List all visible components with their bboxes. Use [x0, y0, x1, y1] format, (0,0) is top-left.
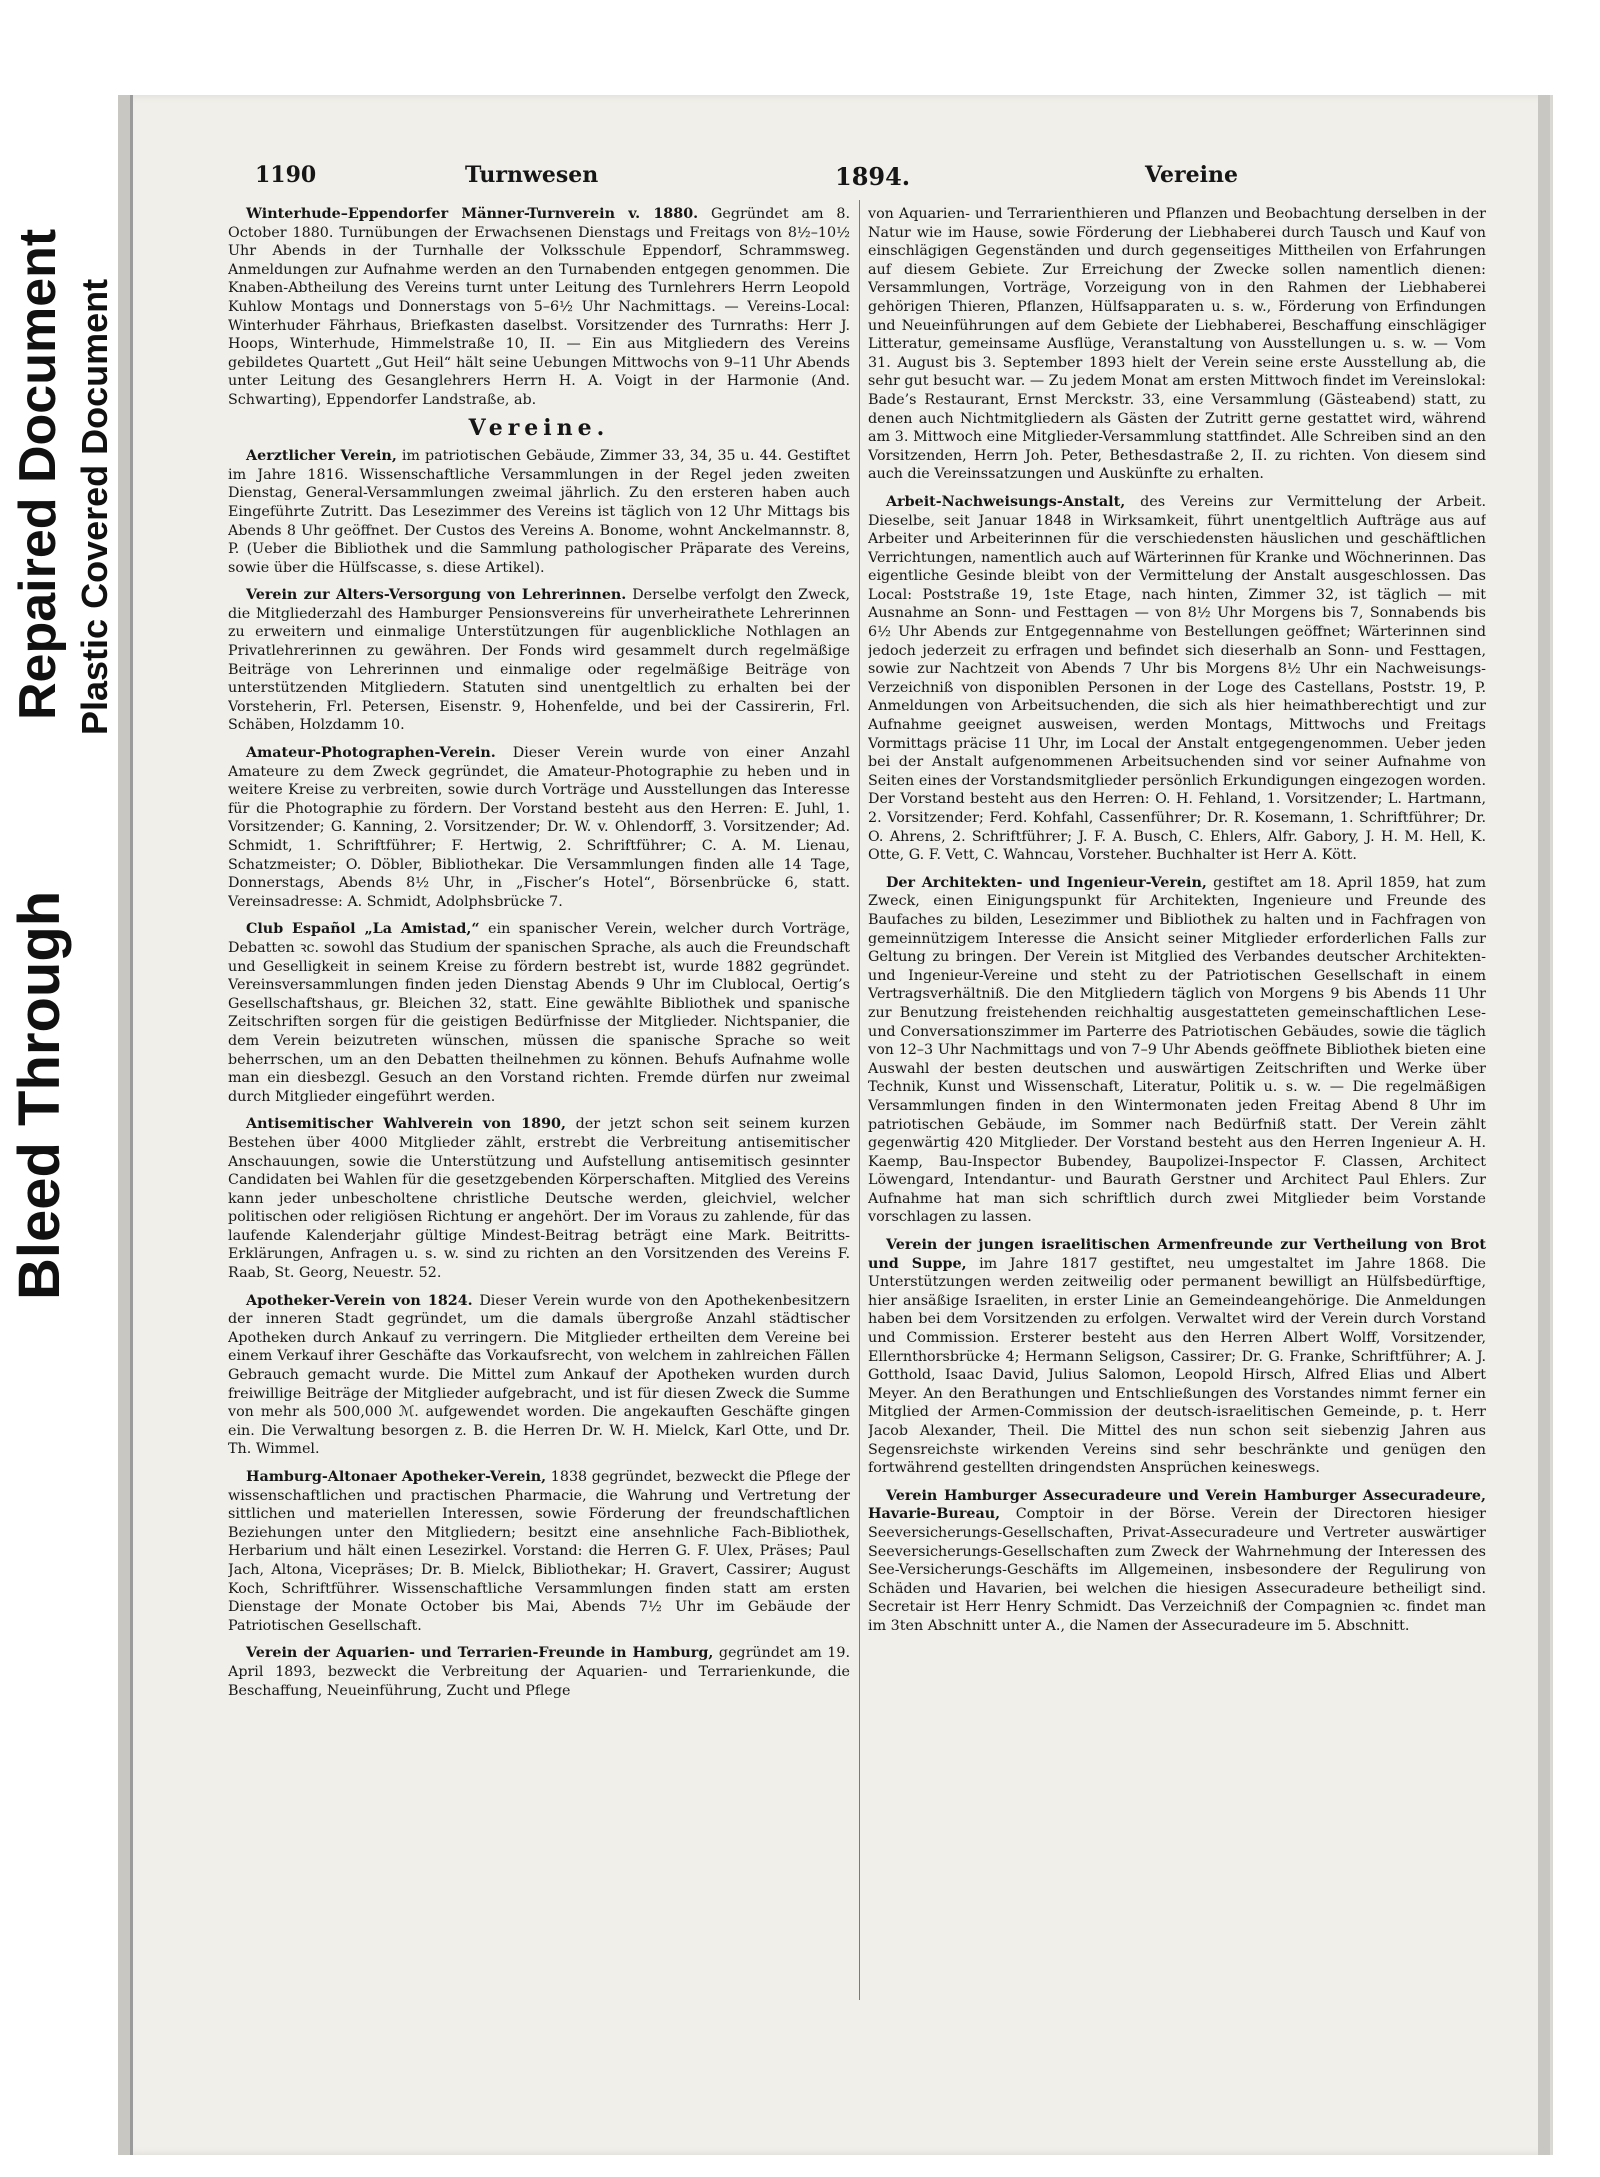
entry-text: 1838 gegründet, bezweckt die Pflege der wissenschaftlichen und practischen Pharmacie, die Wahrung und Vertretung der sittlichen und materiellen Interessen, sowie Förderung der freundschaftlichen Beziehungen unter den Mitgliedern; besitzt eine ansehnliche Fach-Bibliothek, Herbarium und hält einen Lesezirkel. Vorstand: die Herren G. F. Ulex, Präses; Paul Jach, Altona, Vicepräses; Dr. B. Mielck, Bibliothekar; H. Gravert, Cassirer; August Koch, Schriftführer. Wissenschaftliche Versammlungen finden statt am ersten Dienstage der Monate October bis Mai, Abends 7½ Uhr im Gebäude der Patriotischen Gesellschaft.	[228, 1469, 850, 1634]
entry-title: Verein der Aquarien- und Terrarien-Freunde in Hamburg,	[246, 1645, 714, 1662]
page-edge-right	[1538, 95, 1550, 2155]
entry-text: ein spanischer Verein, welcher durch Vorträge, Debatten ꝛc. sowohl das Studium der spanischen Sprache, als auch die Freundschaft und Geselligkeit in seinem Kreise zu fördern bestrebt ist, wurde 1882 gegründet. Vereinsversammlungen finden jeden Dienstag Abends 9 Uhr im Clublocal, Oertig’s Gesellschaftshaus, gr. Bleichen 32, statt. Eine gewählte Bibliothek und spanische Zeitschriften sorgen für die geistigen Bedürfnisse der Mitglieder. Nichtspanier, die dem Verein beizutreten wünschen, müssen die spanische Sprache so weit beherrschen, um an den Debatten theilnehmen zu können. Behufs Aufnahme wolle man ein diesbezgl. Gesuch an den Vorstand richten. Fremde dürfen nur zweimal durch Mitglieder eingeführt werden.	[228, 921, 850, 1105]
entry-aquarien-continued	[868, 205, 1486, 484]
entry-title: Aerztlicher Verein,	[246, 448, 397, 465]
entry-title: Arbeit-Nachweisungs-Anstalt,	[886, 493, 1126, 510]
entry-photographen	[228, 744, 850, 911]
left-column	[228, 205, 850, 2065]
entry-title: Hamburg-Altonaer Apotheker-Verein,	[246, 1469, 547, 1485]
stamp-repaired-document: Repaired Document	[9, 228, 67, 720]
entry-hamburg-altonaer-apotheker	[228, 1468, 850, 1635]
entry-club-espanol	[228, 920, 850, 1106]
entry-apotheker-1824	[228, 1292, 850, 1459]
running-title-right: Vereine	[1145, 162, 1238, 188]
entry-text: Derselbe verfolgt den Zweck, die Mitgliederzahl des Hamburger Pensionsvereins für unverheirathete Lehrerinnen zu erweitern und einmalige Unterstützungen für augenblickliche Nothlagen an Privatlehrerinnen zu gewähren. Der Fonds wird gesammelt durch regelmäßige Beiträge von Lehrerinnen und einmalige oder regelmäßige Beiträge von unterstützenden Mitgliedern. Statuten sind unentgeltlich zu erhalten bei der Vorsteherin, Frl. Petersen, Eisenstr. 9, Hohenfelde, und bei der Cassirerin, Frl. Schäben, Holzdamm 10.	[228, 587, 850, 734]
entry-altersversorgung	[228, 586, 850, 735]
entry-arbeit-nachweisung	[868, 493, 1486, 865]
entry-architekten	[868, 874, 1486, 1227]
header-year: 1894.	[835, 162, 911, 191]
page-number: 1190	[255, 162, 317, 188]
entry-title: Apotheker-Verein von 1824.	[246, 1292, 473, 1309]
entry-wahlverein	[228, 1115, 850, 1282]
entry-assecuradeure	[868, 1487, 1486, 1636]
entry-text: gestiftet am 18. April 1859, hat zum Zweck, einen Einigungspunkt für Architekten, Ingenieure und Freunde des Baufaches zu bilden, Lesezimmer und Bibliothek zu halten und in Fachfragen von gemeinnützigem Interesse die Ansicht seiner Mitglieder erforderlichen Falls zur Geltung zu bringen. Der Verein ist Mitglied des Verbandes deutscher Architekten- und Ingenieur-Vereine und steht zu der Patriotischen Gesellschaft in einem Vertragsverhältniß. Die den Mitgliedern täglich von Morgens 9 bis Abends 11 Uhr zur Benutzung freistehenden reichhaltig ausgestatteten gemeinschaftlichen Lese- und Conversationszimmer im Parterre des Patriotischen Gebäudes, sowie die täglich von 12–3 Uhr Nachmittags und von 7–9 Uhr Abends geöffnete Bibliothek bieten eine Auswahl der besten deutschen und auswärtigen Zeitschriften und Werke über Technik, Kunst und Wissenschaft, Literatur, Politik u. s. w. — Die regelmäßigen Versammlungen finden in den Wintermonaten jeden Freitag Abend 8 Uhr im patriotischen Gebäude, im Sommer nach Bedürfniß statt. Der Verein zählt gegenwärtig 420 Mitglieder. Der Vorstand besteht aus den Herren Ingenieur A. H. Kaemp, Bau-Inspector Bubendey, Baupolizei-Inspector F. Classen, Architect Löwengard, Intendantur- und Baurath Gerstner und Architect Paul Ehlers. Zur Aufnahme hat man sich schriftlich durch zwei Mitglieder beim Vorstande vorschlagen zu lassen.	[868, 874, 1486, 1226]
page-header	[255, 162, 1255, 192]
entry-title: Verein der jungen israelitischen Armenfreunde zur Vertheilung von Brot und Suppe,	[868, 1237, 1486, 1272]
entry-text: im Jahre 1817 gestiftet, neu umgestaltet im Jahre 1868. Die Unterstützungen werden zeitweilig oder permanent bewilligt an Hülfsbedürftige, hier ansäßige Israeliten, in erster Linie an Gemeindeangehörige. Die Anmeldungen haben bei dem Vorsitzenden zu erfolgen. Verwaltet wird der Verein durch Vorstand und Commission. Ersterer besteht aus den Herren Albert Wolff, Vorsitzender, Ellernthorsbrücke 4; Hermann Seligson, Cassirer; Dr. G. Franke, Schriftführer; A. J. Gotthold, Isaac David, Julius Salomon, Leopold Hirsch, Alfred Elias und Albert Meyer. An den Berathungen und Entschließungen des Vorstandes nimmt ferner ein Mitglied der Armen-Commission der deutsch-israelitischen Gemeinde, p. t. Herr Jacob Alexander, Theil. Die Mittel des nun schon seit siebenzig Jahren aus Segensreichste wirkenden Vereins sind sehr beschränkte und genügen den fortwährend gestellten dringendsten Ansprüchen keineswegs.	[868, 1255, 1486, 1477]
entry-text: Dieser Verein wurde von den Apothekenbesitzern der inneren Stadt gegründet, um die damals übergroße Anzahl städtischer Apotheken durch Ankauf zu verringern. Die Mitglieder ertheilten dem Vereine bei einem Verkauf ihrer Geschäfte das Vorkaufsrecht, von welchem in zahlreichen Fällen Gebrauch gemacht wurde. Die Mittel zum Ankauf der Apotheken wurden durch freiwillige Beiträge der Mitglieder aufgebracht, und ist für diesen Zweck die Summe von mehr als 500,000 ℳ. aufgewendet worden. Die angekauften Geschäfte gingen ein. Die Verwaltung besorgen z. B. die Herren Dr. W. H. Mielck, Karl Otte, und Dr. Th. Wimmel.	[228, 1292, 850, 1458]
entry-aerztlicher-verein	[228, 447, 850, 577]
entry-title: Club Español „La Amistad,“	[246, 921, 480, 938]
entry-text: des Vereins zur Vermittelung der Arbeit. Dieselbe, seit Januar 1848 in Wirksamkeit, führt unentgeltlich Aufträge aus auf Arbeiter und Arbeiterinnen für die verschiedensten häuslichen und geschäftlichen Verrichtungen, namentlich auch auf Wärterinnen für Kranke und Wöchnerinnen. Das eigentliche Gesinde bleibt von der Vermittelung der Anstalt ausgeschlossen. Das Local: Poststraße 19, 1ste Etage, nach hinten, Zimmer 32, ist täglich — mit Ausnahme an Sonn- und Festtagen — von 8½ Uhr Morgens bis 7, Sonnabends bis 6½ Uhr Abends zur Entgegennahme von Bestellungen geöffnet; Wärterinnen sind jedoch jederzeit zu erfragen und befindet sich dieserhalb an Sonn- und Festtagen, sowie zur Nachtzeit von Abends 7 Uhr bis Morgens 8½ Uhr ein Nachweisungs-Verzeichniß von disponiblen Personen in der Loge des Castellans, Poststr. 19, P. Anmeldungen von Arbeitsuchenden, die sich als hier heimathberechtigt und zur Aufnahme geeignet ausweisen, werden Montags, Mittwochs und Freitags Vormittags präcise 11 Uhr, im Local der Anstalt entgegengenommen. Ueber jeden bei der Anstalt aufgenommenen Arbeitsuchenden sind vor seiner Aufnahme von Seiten eines der Vorstandsmitglieder persönlich Erkundigungen eingezogen worden. Der Vorstand besteht aus den Herren: O. H. Fehland, 1. Vorsitzender; L. Hartmann, 2. Vorsitzender; Ferd. Kohfahl, Cassenführer; Dr. R. Kosemann, 1. Schriftführer; Dr. O. Ahrens, 2. Schriftführer; J. F. A. Busch, C. Ehlers, Alfr. Gabory, J. H. M. Hell, K. Otte, G. F. Vett, C. Wahncau, Vorsteher. Buchhalter ist Herr A. Kött.	[868, 493, 1486, 864]
entry-text: gegründet am 19. April 1893, bezweckt die Verbreitung der Aquarien- und Terrarienkunde, die Beschaffung, Neueinführung, Zucht und Pflege	[228, 1645, 850, 1699]
entry-text: Dieser Verein wurde von einer Anzahl Amateure zu dem Zweck gegründet, die Amateur-Photographie zu heben und in weitere Kreise zu verbreiten, sowie durch Vorträge und Ausstellungen das Interesse für die Photographie zu fördern. Der Vorstand besteht aus den Herren: E. Juhl, 1. Vorsitzender; G. Kanning, 2. Vorsitzender; Dr. W. v. Ohlendorff, 3. Vorsitzender; Ad. Schmidt, 1. Schriftführer; F. Hertwig, 2. Schriftführer; C. A. M. Lienau, Schatzmeister; O. Döbler, Bibliothekar. Die Versammlungen finden alle 14 Tage, Donnerstags, Abends 8½ Uhr, in „Fischer’s Hotel“, Börsenbrücke 6, statt. Vereinsadresse: A. Schmidt, Adolphsbrücke 7.	[228, 745, 850, 910]
column-divider	[859, 200, 860, 2000]
entry-title: Amateur-Photographen-Verein.	[246, 745, 496, 762]
stamp-plastic-covered: Plastic Covered Document	[74, 278, 115, 735]
entry-turnverein	[228, 205, 850, 410]
entry-title: Der Architekten- und Ingenieur-Verein,	[886, 874, 1207, 891]
entry-text: Gegründet am 8. October 1880. Turnübungen der Erwachsenen Dienstags und Freitags von 8½–10½ Uhr Abends in der Turnhalle der Volksschule Eppendorf, Schrammsweg. Anmeldungen zur Aufnahme werden an den Turnabenden entgegen genommen. Die Knaben-Abtheilung des Vereins turnt unter Leitung des Turnlehrers Herrn Leopold Kuhlow Montags und Donnerstags von 5–6½ Uhr Nachmittags. — Vereins-Local: Winterhuder Fährhaus, Briefkasten daselbst. Vorsitzender des Turnraths: Herr J. Hoops, Winterhude, Himmelstraße 10, II. — Ein aus Mitgliedern des Vereins gebildetes Quartett „Gut Heil“ hält seine Uebungen Mittwochs von 9–11 Uhr Abends unter Leitung des Gesanglehrers Herrn H. A. Voigt in der Harmonie (And. Schwarting), Eppendorfer Landstraße, ab.	[228, 206, 850, 408]
entry-text: der jetzt schon seit seinem kurzen Bestehen über 4000 Mitglieder zählt, erstrebt die Verbreitung antisemitischer Anschauungen, sowie die Unterstützung und Aufstellung antisemitisch gesinnter Candidaten bei Wahlen für die gesetzgebenden Körperschaften. Mitglied des Vereins kann jeder unbescholtene christliche Deutsche werden, gleichviel, welcher politischen oder religiösen Richtung er angehört. Der im Voraus zu zahlende, für das laufende Kalenderjahr gültige Mindest-Beitrag beträgt eine Mark. Beitritts-Erklärungen, Anfragen u. s. w. sind zu richten an den Vorsitzenden des Vereins F. Raab, St. Georg, Neuestr. 52.	[228, 1116, 850, 1282]
stamp-bleed-through: Bleed Through	[7, 890, 72, 1300]
entry-title: Winterhude–Eppendorfer Männer-Turnverein v. 1880.	[246, 206, 699, 222]
entry-armenfreunde	[868, 1236, 1486, 1478]
entry-text: im patriotischen Gebäude, Zimmer 33, 34, 35 u. 44. Gestiftet im Jahre 1816. Wissenschaftliche Versammlungen in der Regel jeden zweiten Dienstag, General-Versammlungen zweimal jährlich. Zu den ersteren haben auch Eingeführte Zutritt. Das Lesezimmer des Vereins ist täglich von 12 Uhr Mittags bis Abends 8 Uhr geöffnet. Der Custos des Vereins A. Bonome, wohnt Anckelmannstr. 8, P. (Ueber die Bibliothek und die Sammlung pathologischer Präparate des Vereins, sowie über die Hülfscasse, s. diese Artikel).	[228, 448, 850, 576]
entry-title: Antisemitischer Wahlverein von 1890,	[246, 1116, 566, 1133]
entry-title: Verein zur Alters-Versorgung von Lehrerinnen.	[246, 587, 627, 604]
section-title: Vereine.	[468, 414, 610, 441]
entry-text: Comptoir in der Börse. Verein der Directoren hiesiger Seeversicherungs-Gesellschaften, Privat-Assecuradeure und Vertreter auswärtiger Seeversicherungs-Gesellschaften zum Zweck der Wahrnehmung der Interessen des See-Versicherungs-Geschäfts im Allgemeinen, insbesondere der Regulirung von Schäden und Havarien, bei welchen die hiesigen Assecuradeure betheiligt sind. Secretair ist Herr Henry Schmidt. Das Verzeichniß der Compagnien ꝛc. findet man im 3ten Abschnitt unter A., die Namen der Assecuradeure im 5. Abschnitt.	[868, 1506, 1486, 1634]
entry-text: von Aquarien- und Terrarienthieren und Pflanzen und Beobachtung derselben in der Natur wie im Hause, sowie Förderung der Liebhaberei durch Tausch und Kauf von einschlägigen Gegenständen und durch gegenseitiges Mittheilen von Erfahrungen auf diesem Gebiete. Zur Erreichung der Zwecke sollen namentlich dienen: Versammlungen, Vorträge, Vorzeigung von in den Rahmen der Liebhaberei gehörigen Thieren, Pflanzen, Hülfsapparaten u. s. w., Förderung von Erfindungen und Neueinführungen auf dem Gebiete der Liebhaberei, Beschaffung einschlägiger Litteratur, gemeinsame Ausflüge, Veranstaltung von Ausstellungen u. s. w. — Vom 31. August bis 3. September 1893 hielt der Verein seine erste Ausstellung ab, die sehr gut besucht war. — Zu jedem Monat am ersten Mittwoch findet im Vereinslokal: Bade’s Restaurant, Ernst Merckstr. 33, eine Versammlung (Gästeabend) statt, zu denen auch Nichtmitgliedern als Gästen der Zutritt gerne gestattet wird, während am 3. Mittwoch eine Mitglieder-Versammlung stattfindet. Alle Schreiben sind an den Vorsitzenden, Herrn Joh. Peter, Bethesdastraße 2, II. zu richten. Von diesem sind auch die Vereinssatzungen und Auskünfte zu erhalten.	[868, 206, 1486, 483]
running-title-left: Turnwesen	[465, 162, 599, 188]
page-edge-left	[118, 95, 130, 2155]
entry-title: Verein Hamburger Assecuradeure und Verein Hamburger Assecuradeure, Havarie-Bureau,	[868, 1487, 1486, 1523]
entry-aquarien	[228, 1644, 850, 1700]
right-column	[868, 205, 1486, 2065]
